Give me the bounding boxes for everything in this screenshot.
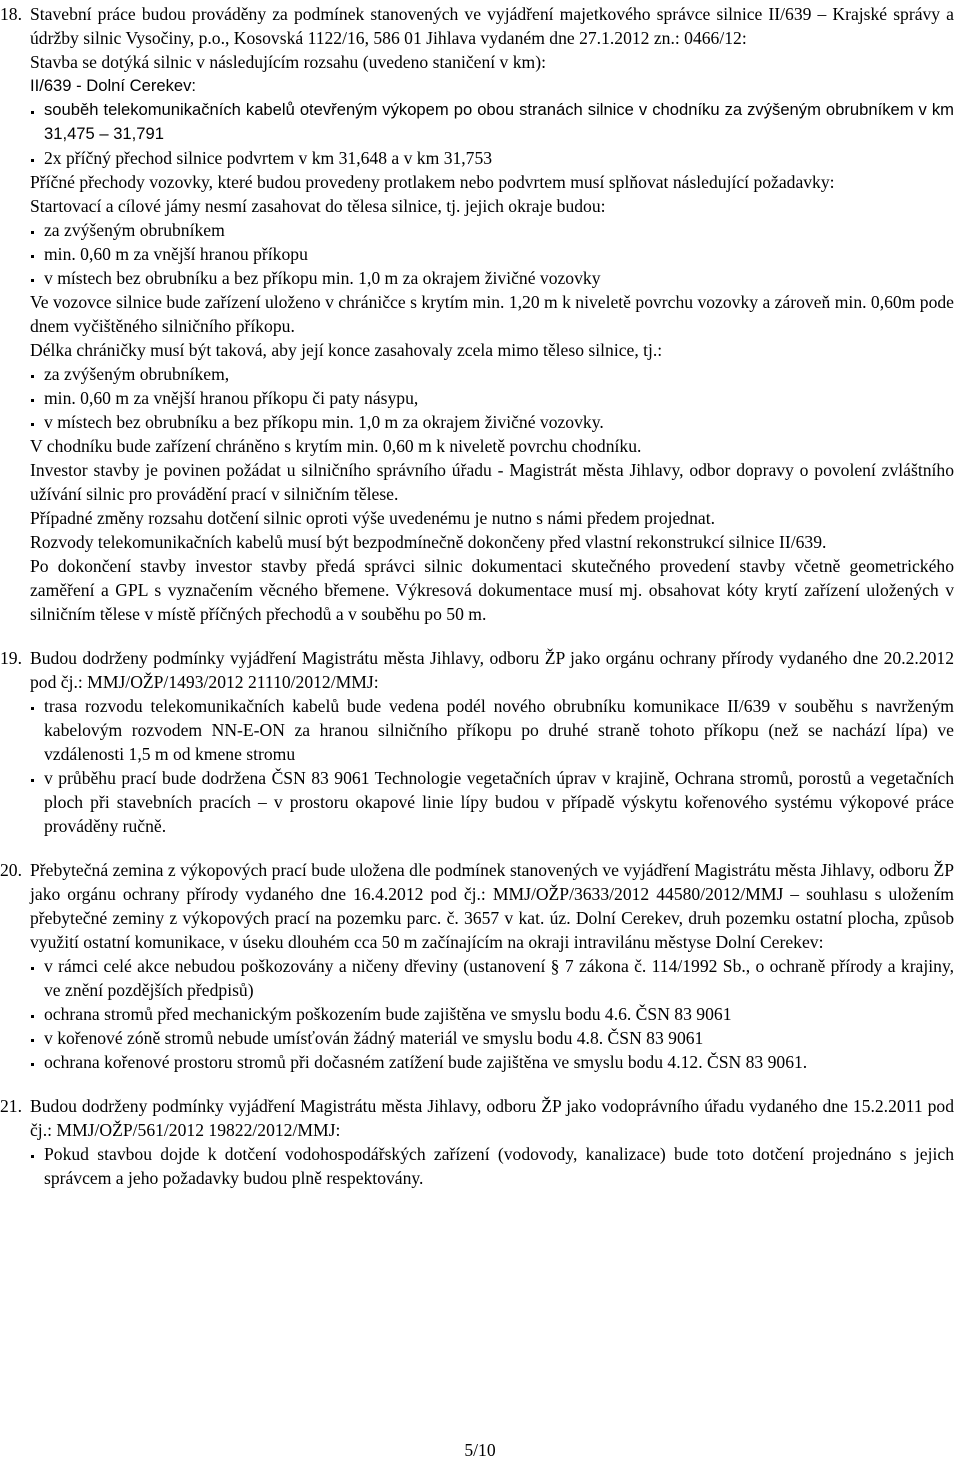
section-intro: Budou dodrženy podmínky vyjádření Magistrátu města Jihlavy, odboru ŽP jako vodoprávního úřadu vydaného dne 15.2.2011 pod čj.: MMJ/OŽP/561/2012 19822/2012/MMJ: [30, 1096, 954, 1140]
paragraph: Stavba se dotýká silnic v následujícím rozsahu (uvedeno staničení v km): [30, 52, 546, 72]
paragraph: Délka chráničky musí být taková, aby její konce zasahovaly zcela mimo těleso silnice, tj.: [30, 340, 663, 360]
section-intro: Stavební práce budou prováděny za podmínek stanovených ve vyjádření majetkového správce silnice II/639 – Krajské správy a údržby silnic Vysočiny, p.o., Kosovská 1122/16, 586 01 Jihlava vydaném dne 27.1.2012 zn.: 0466/12: [30, 4, 954, 48]
list-item: za zvýšeným obrubníkem, [30, 362, 954, 386]
list-item: v rámci celé akce nebudou poškozovány a ničeny dřeviny (ustanovení § 7 zákona č. 114/1992 Sb., o ochraně přírody a krajiny, ve znění pozdějších předpisů) [30, 954, 954, 1002]
section-number: 21. [0, 1096, 22, 1116]
section-number: 18. [0, 4, 22, 24]
section-19 [0, 646, 954, 838]
paragraph: V chodníku bude zařízení chráněno s krytím min. 0,60 m k niveletě povrchu chodníku. [30, 436, 642, 456]
section-21 [0, 1094, 954, 1190]
paragraph: Příčné přechody vozovky, které budou provedeny protlakem nebo podvrtem musí splňovat následující požadavky: [30, 172, 835, 192]
list-item: za zvýšeným obrubníkem [30, 218, 954, 242]
section-number: 20. [0, 860, 22, 880]
section-20 [0, 858, 954, 1074]
list-item: min. 0,60 m za vnější hranou příkopu [30, 242, 954, 266]
list-item: min. 0,60 m za vnější hranou příkopu či paty násypu, [30, 386, 954, 410]
paragraph: Případné změny rozsahu dotčení silnic oproti výše uvedenému je nutno s námi předem projednat. [30, 508, 715, 528]
list-item: v průběhu prací bude dodržena ČSN 83 9061 Technologie vegetačních úprav v krajině, Ochrana stromů, porostů a vegetačních ploch při stavebních pracích – v prostoru okapové linie lípy budou v případě výskytu kořenového systému výkopové práce prováděny ručně. [30, 766, 954, 838]
paragraph: II/639 - Dolní Cerekev: [30, 76, 197, 95]
section-intro: Přebytečná zemina z výkopových prací bude uložena dle podmínek stanovených ve vyjádření Magistrátu města Jihlavy, odboru ŽP jako orgánu ochrany přírody vydaného dne 16.4.2012 pod čj.: MMJ/OŽP/3633/2012 44580/2012/MMJ – souhlasu s uložením přebytečné zeminy z výkopových prací na pozemku parc. č. 3657 v kat. úz. Dolní Cerekev, druh pozemku ostatní plocha, způsob využití ostatní komunikace, v úseku dlouhém cca 50 m začínajícím na okraji intravilánu městyse Dolní Cerekev: [30, 860, 954, 952]
list-item: v místech bez obrubníku a bez příkopu min. 1,0 m za okrajem živičné vozovky [30, 266, 954, 290]
paragraph: Rozvody telekomunikačních kabelů musí být bezpodmínečně dokončeny před vlastní rekonstrukcí silnice II/639. [30, 532, 827, 552]
paragraph: Po dokončení stavby investor stavby předá správci silnic dokumentaci skutečného provedení stavby včetně geometrického zaměření a GPL s vyznačením věcného břemene. Výkresová dokumentace musí mj. obsahovat kóty krytí zařízení uložených v silničním tělese v místě příčných přechodů a v souběhu po 50 m. [30, 556, 954, 624]
list-item: ochrana stromů před mechanickým poškozením bude zajištěna ve smyslu bodu 4.6. ČSN 83 9061 [30, 1002, 954, 1026]
paragraph: Investor stavby je povinen požádat u silničního správního úřadu - Magistrát města Jihlavy, odbor dopravy o povolení zvláštního užívání silnic pro provádění prací v silničním tělese. [30, 460, 954, 504]
list-item: v místech bez obrubníku a bez příkopu min. 1,0 m za okrajem živičné vozovky. [30, 410, 954, 434]
list-item: ochrana kořenové prostoru stromů při dočasném zatížení bude zajištěna ve smyslu bodu 4.12. ČSN 83 9061. [30, 1050, 954, 1074]
list-item: Pokud stavbou dojde k dotčení vodohospodářských zařízení (vodovody, kanalizace) bude toto dotčení projednáno s jejich správcem a jeho požadavky budou plně respektovány. [30, 1142, 954, 1190]
section-number: 19. [0, 648, 22, 668]
section-18 [0, 2, 954, 626]
list-item: trasa rozvodu telekomunikačních kabelů bude vedena podél nového obrubníku komunikace II/639 v souběhu s navrženým kabelovým rozvodem NN-E-ON za hranou silničního příkopu po druhé straně tohoto příkopu (než se nachází lípa) ve vzdálenosti 1,5 m od kmene stromu [30, 694, 954, 766]
paragraph: Ve vozovce silnice bude zařízení uloženo v chráničce s krytím min. 1,20 m k niveletě povrchu vozovky a zároveň min. 0,60m pode dnem vyčištěného silničního příkopu. [30, 292, 954, 336]
section-intro: Budou dodrženy podmínky vyjádření Magistrátu města Jihlavy, odboru ŽP jako orgánu ochrany přírody vydaného dne 20.2.2012 pod čj.: MMJ/OŽP/1493/2012 21110/2012/MMJ: [30, 648, 954, 692]
list-item: v kořenové zóně stromů nebude umísťován žádný materiál ve smyslu bodu 4.8. ČSN 83 9061 [30, 1026, 954, 1050]
paragraph: Startovací a cílové jámy nesmí zasahovat do tělesa silnice, tj. jejich okraje budou: [30, 196, 606, 216]
list-item: 2x příčný přechod silnice podvrtem v km 31,648 a v km 31,753 [30, 146, 954, 170]
list-item: souběh telekomunikačních kabelů otevřeným výkopem po obou stranách silnice v chodníku za zvýšeným obrubníkem v km 31,475 – 31,791 [30, 98, 954, 146]
page-number: 5/10 [464, 1440, 496, 1460]
